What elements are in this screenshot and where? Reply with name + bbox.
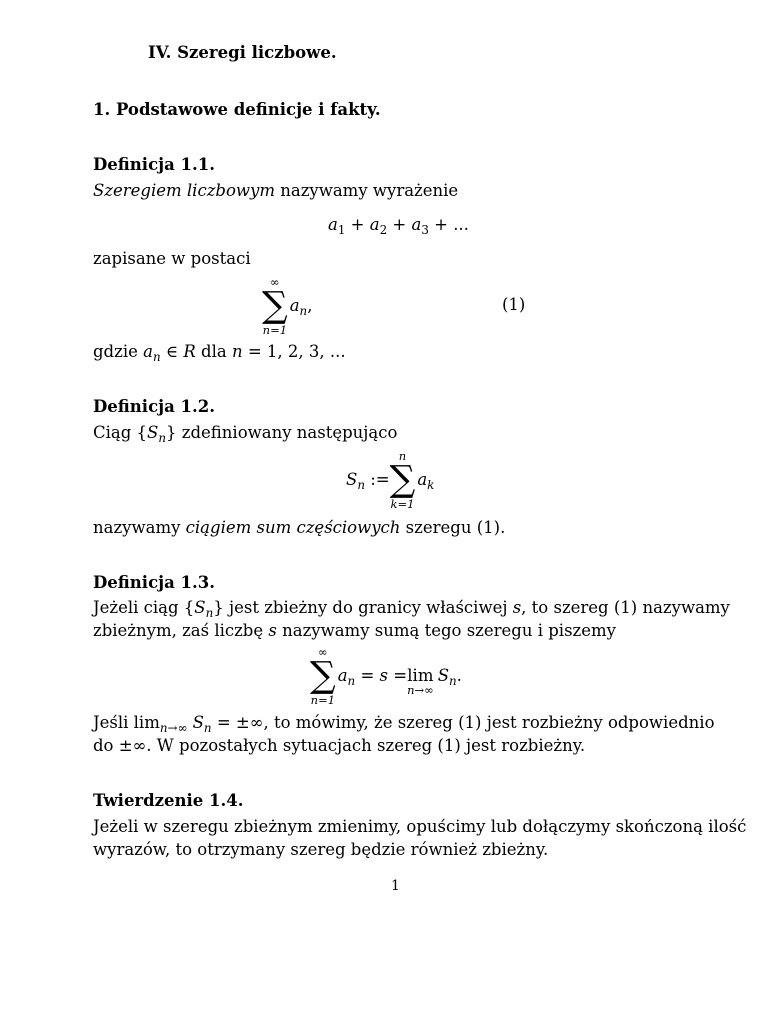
definition-1-2-conclusion: nazywamy ciągiem sum częściowych szeregu (1).	[93, 518, 506, 537]
definition-1-2-intro: Ciąg $\{S_n\}$ zdefiniowany następująco	[93, 423, 398, 446]
section-title: 1. Podstawowe definicje i fakty.	[93, 100, 381, 119]
definition-1-1-written: zapisane w postaci	[93, 249, 251, 268]
equation-series-sum: ∞ ∑ n=1 $a_n$,	[262, 275, 313, 337]
definition-1-1-where: gdzie $a_n$ ∈ R dla n = 1, 2, 3, ...	[93, 342, 346, 365]
equation-partial-sum: $S_n$ := n ∑ k=1 $a_k$	[346, 449, 435, 511]
limit-operator: lim n→∞	[407, 665, 434, 697]
theorem-1-4-line-1: Jeżeli w szeregu zbieżnym zmienimy, opuścimy lub dołączymy skończoną ilość	[93, 817, 747, 836]
theorem-1-4-heading: Twierdzenie 1.4.	[93, 791, 244, 810]
equation-a-sequence: $a_1 + a_2 + a_3$ + ...	[328, 215, 469, 238]
definition-1-1-heading: Definicja 1.1.	[93, 155, 215, 174]
definition-1-3-heading: Definicja 1.3.	[93, 573, 215, 592]
definition-1-3-line-1: Jeżeli ciąg $\{S_n\}$ jest zbieżny do granicy właściwej s, to szereg (1) nazywamy	[93, 598, 730, 621]
sum-operator: ∞ ∑ n=1	[310, 645, 336, 707]
sum-operator: n ∑ k=1	[389, 449, 416, 511]
definition-1-3-line-2: zbieżnym, zaś liczbę s nazywamy sumą tego szeregu i piszemy	[93, 621, 616, 640]
definition-1-2-heading: Definicja 1.2.	[93, 397, 215, 416]
page-number: 1	[391, 878, 400, 894]
theorem-1-4-line-2: wyrazów, to otrzymany szereg będzie również zbieżny.	[93, 840, 549, 859]
sum-operator: ∞ ∑ n=1	[262, 275, 288, 337]
equation-series-limit: ∞ ∑ n=1 $a_n = s$ = lim n→∞ $S_n$.	[310, 645, 462, 707]
definition-1-3-line-3: Jeśli $\lim_{n\to\infty} S_n$ = ±∞, to mówimy, że szereg (1) jest rozbieżny odpowiednio	[93, 713, 715, 736]
definition-1-3-line-4: do ±∞. W pozostałych sytuacjach szereg (1) jest rozbieżny.	[93, 736, 586, 755]
term-ciag-sum-czesciowych: ciągiem sum częściowych	[185, 518, 401, 537]
definition-1-1-intro: Szeregiem liczbowym nazywamy wyrażenie	[93, 181, 459, 200]
chapter-title: IV. Szeregi liczbowe.	[148, 43, 337, 62]
term-szereg-liczbowy: Szeregiem liczbowym	[93, 181, 275, 200]
equation-number: (1)	[502, 295, 526, 314]
